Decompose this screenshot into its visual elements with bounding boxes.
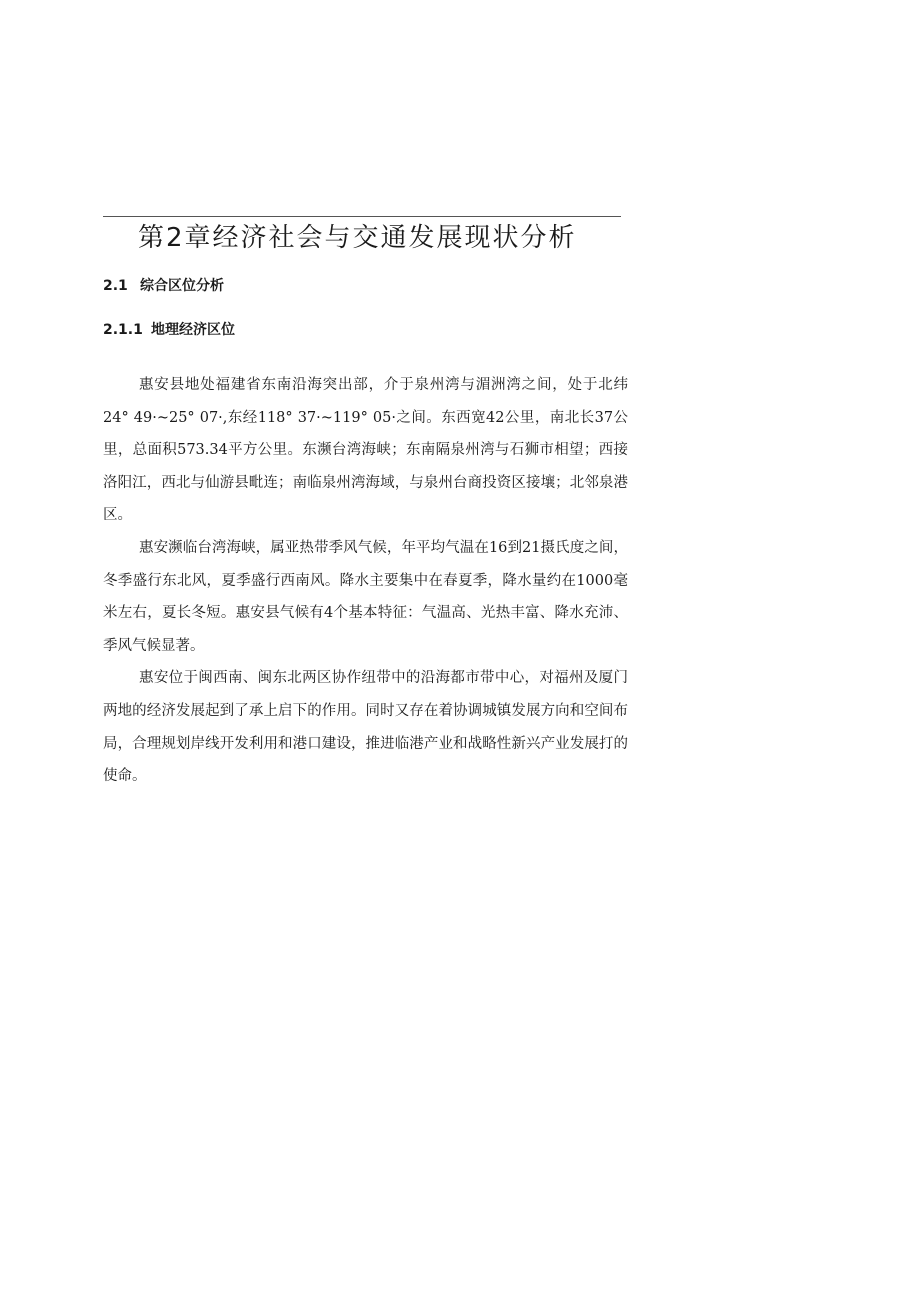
chapter-title: 第2章经济社会与交通发展现状分析: [138, 223, 577, 253]
body-text: [103, 369, 628, 793]
section-number: 2.1.1: [103, 322, 143, 338]
section-heading-2-1: [103, 275, 224, 295]
section-number: 2.1: [103, 278, 128, 294]
paragraph-location: 惠安县地处福建省东南沿海突出部，介于泉州湾与湄洲湾之间，处于北纬24° 49·~25° 07·,东经118° 37·~119° 05·之间。东西宽42公里，南北长37公里，总面积573.34平方公里。东濒台湾海峡；东南隔泉州湾与石狮市相望；西接洛阳江，西北与仙游县毗连；南临泉州湾海域，与泉州台商投资区接壤；北邻泉港区。: [103, 377, 628, 524]
paragraph-climate: 惠安濒临台湾海峡，属亚热带季风气候，年平均气温在16到21摄氏度之间，冬季盛行东北风，夏季盛行西南风。降水主要集中在春夏季，降水量约在1000毫米左右，夏长冬短。惠安县气候有4个基本特征：气温高、光热丰富、降水充沛、季风气候显著。: [103, 539, 628, 654]
section-heading-2-1-1: [103, 319, 235, 339]
paragraph-economy: 惠安位于闽西南、闽东北两区协作纽带中的沿海都市带中心，对福州及厦门两地的经济发展起到了承上启下的作用。同时又存在着协调城镇发展方向和空间布局，合理规划岸线开发利用和港口建设，推进临港产业和战略性新兴产业发展打的使命。: [103, 670, 628, 785]
header-rule: [103, 216, 621, 217]
section-title: 综合区位分析: [140, 278, 224, 294]
section-title: 地理经济区位: [151, 322, 235, 338]
